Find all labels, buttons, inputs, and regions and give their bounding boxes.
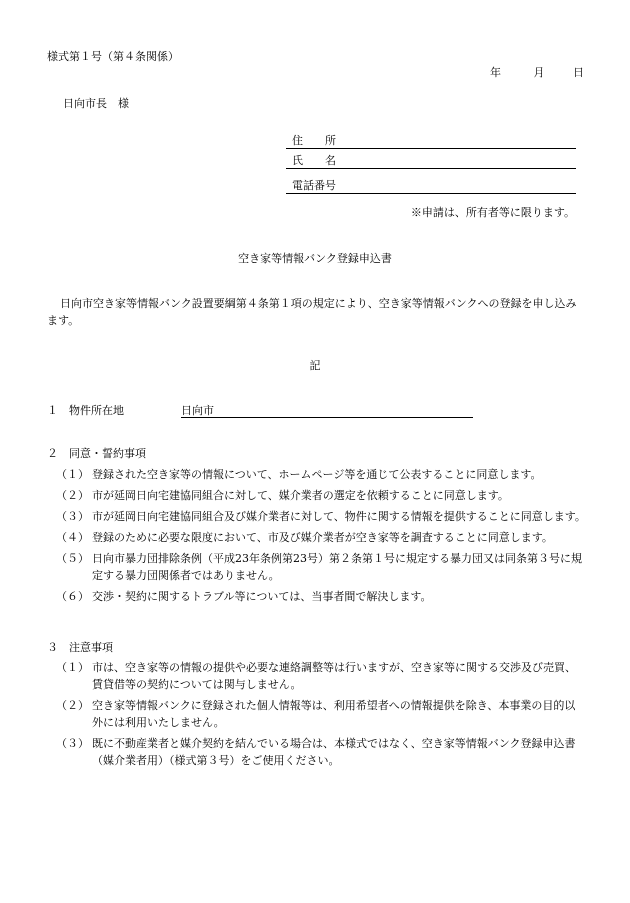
section1-heading: １ 物件所在地	[47, 404, 124, 417]
item-number: （３）	[56, 510, 89, 524]
phone-label: 電話番号	[292, 179, 336, 192]
item-text: 市が延岡日向宅建協同組合及び媒介業者に対して、物件に関する情報を提供することに同意します。	[92, 510, 586, 524]
item-number: （２）	[56, 699, 89, 713]
date-day: 日	[573, 66, 584, 79]
section3-list	[56, 659, 586, 773]
item-text: 交渉・契約に関するトラブル等については、当事者間で解決します。	[92, 590, 432, 604]
item-number: （１）	[56, 468, 89, 481]
item-number: （２）	[56, 489, 89, 503]
list-item	[56, 659, 586, 693]
intro-paragraph: 日向市空き家等情報バンク設置要綱第４条第１項の規定により、空き家等情報バンクへの登録を申し込みます。	[47, 297, 577, 328]
document-title: 空き家等情報バンク登録申込書	[238, 252, 392, 265]
item-number: （６）	[56, 590, 89, 604]
item-text: 既に不動産業者と媒介契約を結んでいる場合は、本様式ではなく、空き家等情報バンク登録申込書（媒介業者用）（様式第３号）をご使用ください。	[92, 737, 576, 768]
address-field[interactable]	[286, 131, 576, 149]
list-item	[56, 697, 586, 731]
item-text: 登録された空き家等の情報について、ホームページ等を通じて公表することに同意します。	[92, 468, 542, 481]
date-month: 月	[533, 66, 545, 79]
name-label: 氏 名	[292, 154, 336, 167]
item-text: 市は、空き家等の情報の提供や必要な連絡調整等は行いますが、空き家等に関する交渉及び売買、賃貸借等の契約については関与しません。	[92, 661, 576, 692]
name-field[interactable]	[286, 151, 576, 169]
form-number: 様式第１号（第４条関係）	[47, 50, 179, 63]
property-location-field[interactable]	[181, 402, 473, 418]
property-location-value: 日向市	[181, 404, 214, 417]
owner-note: ※申請は、所有者等に限ります。	[410, 206, 575, 219]
item-text: 日向市暴力団排除条例（平成23年条例第23号）第２条第１号に規定する暴力団又は同条第３号に規定する暴力団関係者ではありません。	[92, 552, 582, 583]
list-item	[56, 466, 586, 483]
address-label: 住 所	[292, 134, 336, 147]
date-line	[490, 64, 584, 81]
phone-field[interactable]	[286, 176, 576, 194]
list-item	[56, 487, 586, 504]
list-item	[56, 508, 586, 525]
item-text: 市が延岡日向宅建協同組合に対して、媒介業者の選定を依頼することに同意します。	[92, 489, 509, 503]
ki-marker: 記	[309, 359, 321, 372]
date-year: 年	[490, 66, 501, 79]
item-text: 登録のために必要な限度において、市及び媒介業者が空き家等を調査することに同意します。	[92, 531, 553, 545]
section2-heading: ２ 同意・誓約事項	[47, 447, 146, 460]
list-item	[56, 550, 586, 584]
item-number: （５）	[56, 552, 89, 566]
list-item	[56, 735, 586, 769]
section3-heading: ３ 注意事項	[47, 641, 113, 654]
list-item	[56, 588, 586, 605]
section2-list	[56, 466, 586, 609]
list-item	[56, 529, 586, 546]
addressee: 日向市長 様	[63, 97, 129, 110]
item-text: 空き家等情報バンクに登録された個人情報等は、利用希望者への情報提供を除き、本事業の目的以外には利用いたしません。	[92, 699, 576, 730]
item-number: （１）	[56, 661, 89, 674]
item-number: （３）	[56, 737, 89, 751]
item-number: （４）	[56, 531, 89, 545]
